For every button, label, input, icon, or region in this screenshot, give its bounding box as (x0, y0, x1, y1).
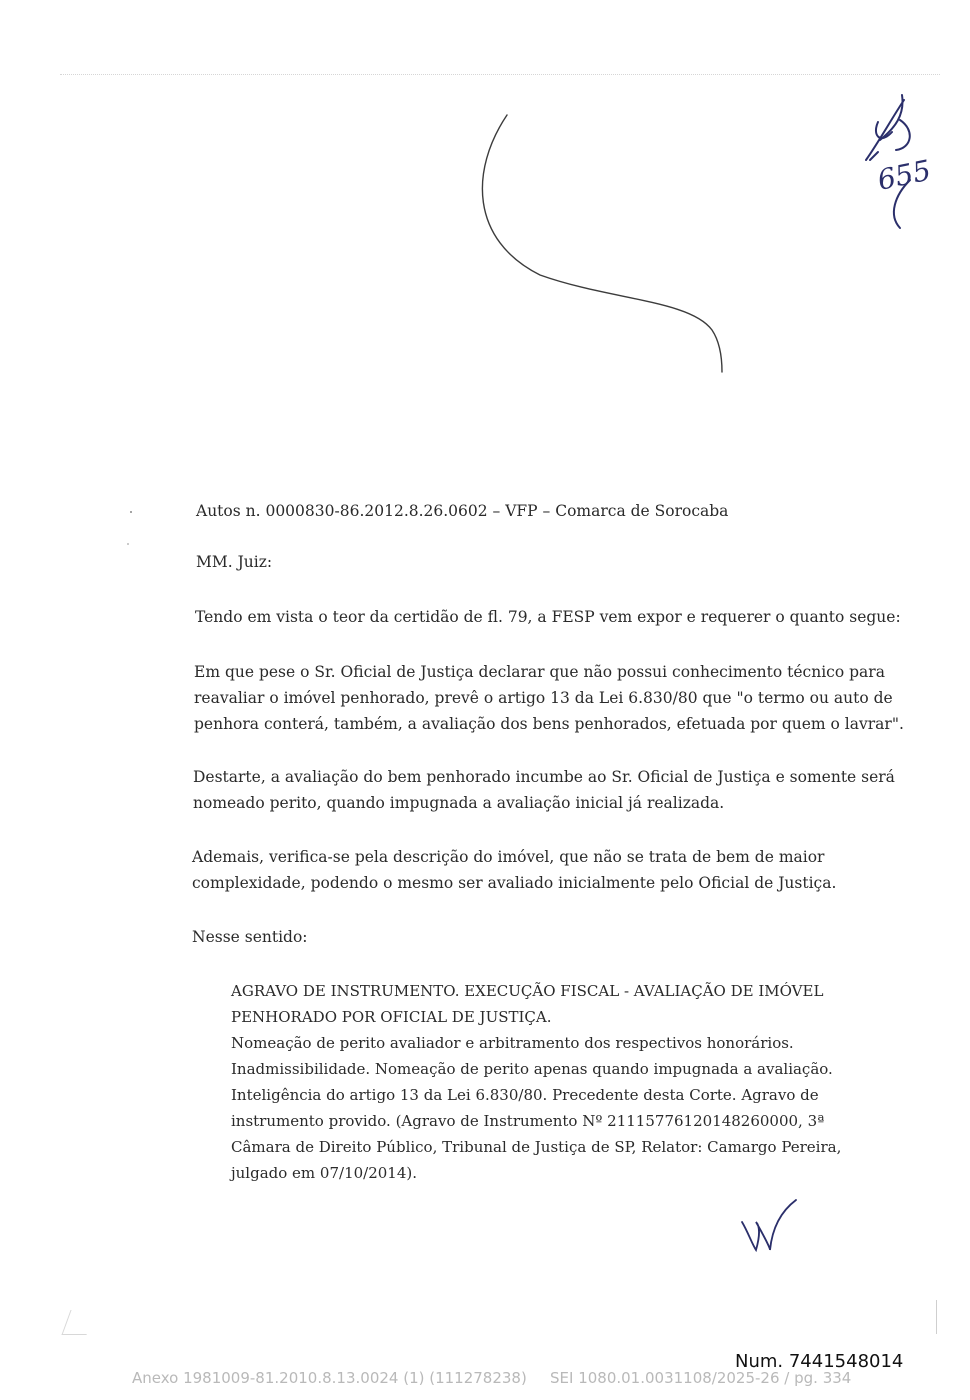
quote-line: julgado em 07/10/2014). (231, 1164, 417, 1182)
signature-stroke (742, 1200, 796, 1250)
sei-watermark: SEI 1080.01.0031108/2025-26 / pg. 334 (550, 1369, 852, 1387)
scan-speck (127, 543, 129, 545)
folio-underline-stroke (894, 180, 910, 228)
scan-edge-mark (936, 1300, 937, 1334)
folio-number: 655 (874, 153, 934, 197)
annex-watermark: Anexo 1981009-81.2010.8.13.0024 (1) (111278238) (132, 1369, 527, 1387)
paragraph-2-line: reavaliar o imóvel penhorado, prevê o artigo 13 da Lei 6.830/80 que "o termo ou auto de (194, 689, 893, 707)
paragraph-3-line: nomeado perito, quando impugnada a avaliação inicial já realizada. (193, 794, 725, 812)
folio-number-mark (866, 95, 910, 160)
quote-line: Inadmissibilidade. Nomeação de perito apenas quando impugnada a avaliação. (231, 1060, 833, 1078)
quote-line: instrumento provido. (Agravo de Instrumento Nº 21115776120148260000, 3ª (231, 1112, 825, 1130)
quote-line: Câmara de Direito Público, Tribunal de Justiça de SP, Relator: Camargo Pereira, (231, 1138, 842, 1156)
case-law-quote (231, 978, 841, 1186)
paragraph-1: Tendo em vista o teor da certidão de fl. 79, a FESP vem expor e requerer o quanto segue: (195, 608, 901, 626)
scan-border-line (60, 74, 940, 76)
quote-line: AGRAVO DE INSTRUMENTO. EXECUÇÃO FISCAL - AVALIAÇÃO DE IMÓVEL (231, 982, 824, 1000)
paragraph-4-line: complexidade, podendo o mesmo ser avaliado inicialmente pelo Oficial de Justiça. (192, 874, 837, 892)
paragraph-2 (194, 659, 904, 737)
paragraph-4 (192, 844, 836, 896)
pen-stroke-curve (482, 115, 722, 372)
paragraph-3-line: Destarte, a avaliação do bem penhorado incumbe ao Sr. Oficial de Justiça e somente será (193, 768, 895, 786)
scan-corner-mark (61, 1310, 95, 1335)
document-number: Num. 7441548014 (735, 1351, 904, 1372)
paragraph-2-line: Em que pese o Sr. Oficial de Justiça declarar que não possui conhecimento técnico para (194, 663, 885, 681)
paragraph-2-line: penhora conterá, também, a avaliação dos bens penhorados, efetuada por quem o lavrar". (194, 715, 904, 733)
quote-line: Nomeação de perito avaliador e arbitramento dos respectivos honorários. (231, 1034, 794, 1052)
paragraph-3 (193, 764, 895, 816)
quote-line: Inteligência do artigo 13 da Lei 6.830/80. Precedente desta Corte. Agravo de (231, 1086, 819, 1104)
quote-line: PENHORADO POR OFICIAL DE JUSTIÇA. (231, 1008, 552, 1026)
scan-speck (130, 511, 132, 513)
salutation: MM. Juiz: (196, 553, 273, 571)
case-reference: Autos n. 0000830-86.2012.8.26.0602 – VFP – Comarca de Sorocaba (196, 502, 729, 520)
paragraph-5: Nesse sentido: (192, 928, 308, 946)
paragraph-4-line: Ademais, verifica-se pela descrição do imóvel, que não se trata de bem de maior (192, 848, 825, 866)
